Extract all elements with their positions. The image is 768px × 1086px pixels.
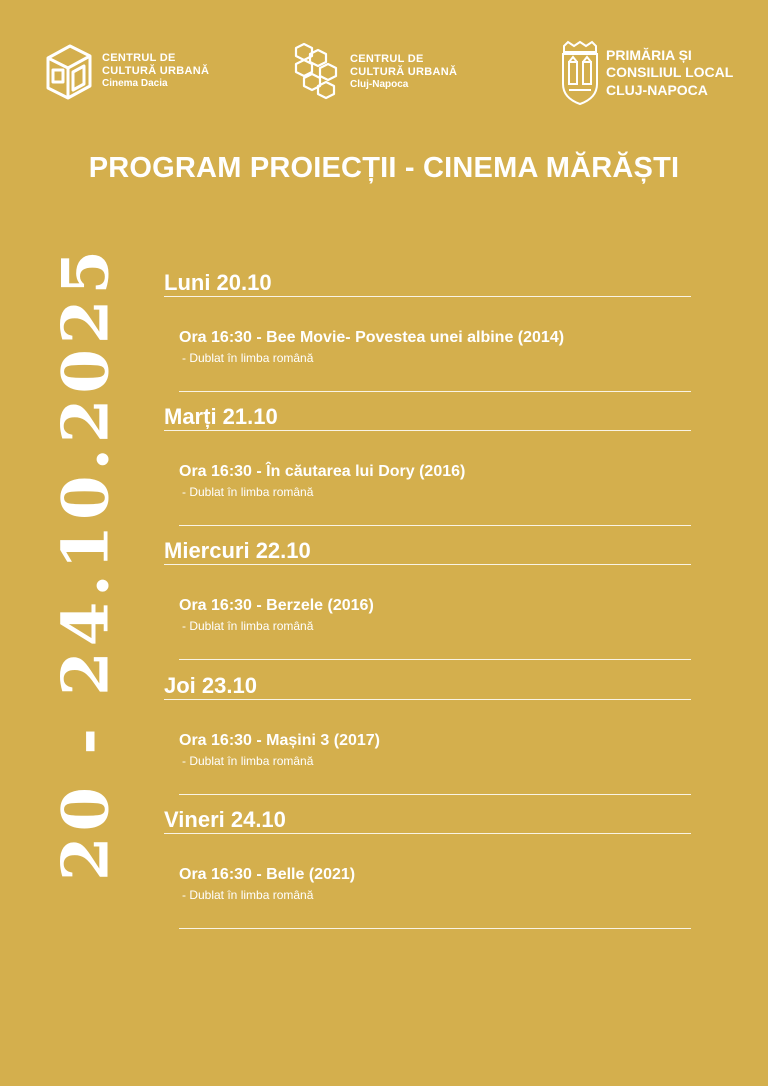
logo1-line3: Cinema Dacia: [102, 78, 168, 90]
divider: [179, 525, 691, 526]
date-range-vertical: 20 - 24.10.2025: [48, 245, 124, 881]
screening-line: Ora 16:30 - Bee Movie- Povestea unei albine (2014): [179, 329, 565, 346]
stacked-cubes-icon: [292, 40, 342, 104]
dub-note: - Dublat în limba română: [182, 888, 314, 902]
screening-line: Ora 16:30 - Mașini 3 (2017): [179, 732, 380, 749]
divider: [179, 391, 691, 392]
logo1-line2: CULTURĂ URBANĂ: [102, 65, 210, 77]
screening-line: Ora 16:30 - Berzele (2016): [179, 597, 374, 614]
screening-line: Ora 16:30 - Belle (2021): [179, 866, 356, 883]
dub-note: - Dublat în limba română: [182, 754, 314, 768]
day-block-marti: [164, 404, 691, 526]
divider: [179, 794, 691, 795]
day-block-joi: [164, 673, 691, 795]
divider: [164, 430, 691, 431]
divider: [179, 659, 691, 660]
divider: [164, 699, 691, 700]
day-block-miercuri: [164, 538, 691, 660]
logo2-line1: CENTRUL DE: [350, 52, 424, 65]
divider: [164, 564, 691, 565]
day-title: Marți 21.10: [164, 404, 278, 429]
logo1-line1: CENTRUL DE: [102, 51, 176, 64]
dub-note: - Dublat în limba română: [182, 619, 314, 633]
logo3-line2: CONSILIUL LOCAL: [606, 64, 734, 81]
day-title: Miercuri 22.10: [164, 538, 311, 563]
logo3-line3: CLUJ-NAPOCA: [606, 81, 708, 98]
coat-of-arms-icon: [560, 40, 600, 106]
logo2-line2: CULTURĂ URBANĂ: [350, 66, 458, 78]
logo-primaria-cluj: [560, 40, 733, 106]
logo-ccu-cinema-dacia: [44, 40, 209, 102]
divider: [164, 833, 691, 834]
day-title: Vineri 24.10: [164, 807, 286, 832]
dub-note: - Dublat în limba română: [182, 351, 314, 365]
logo2-line3: Cluj-Napoca: [350, 79, 409, 91]
divider: [179, 928, 691, 929]
logo-ccu-cluj-napoca: [292, 40, 457, 104]
day-block-vineri: [164, 807, 691, 929]
page-title: PROGRAM PROIECȚII - CINEMA MĂRĂȘTI: [88, 152, 680, 184]
day-block-luni: [164, 270, 691, 392]
divider: [164, 296, 691, 297]
day-title: Joi 23.10: [164, 673, 257, 698]
screening-line: Ora 16:30 - În căutarea lui Dory (2016): [179, 463, 466, 480]
day-title: Luni 20.10: [164, 270, 272, 295]
dub-note: - Dublat în limba română: [182, 485, 314, 499]
cinema-dacia-cube-icon: [44, 40, 94, 102]
logo3-line1: PRIMĂRIA ȘI: [606, 47, 692, 64]
